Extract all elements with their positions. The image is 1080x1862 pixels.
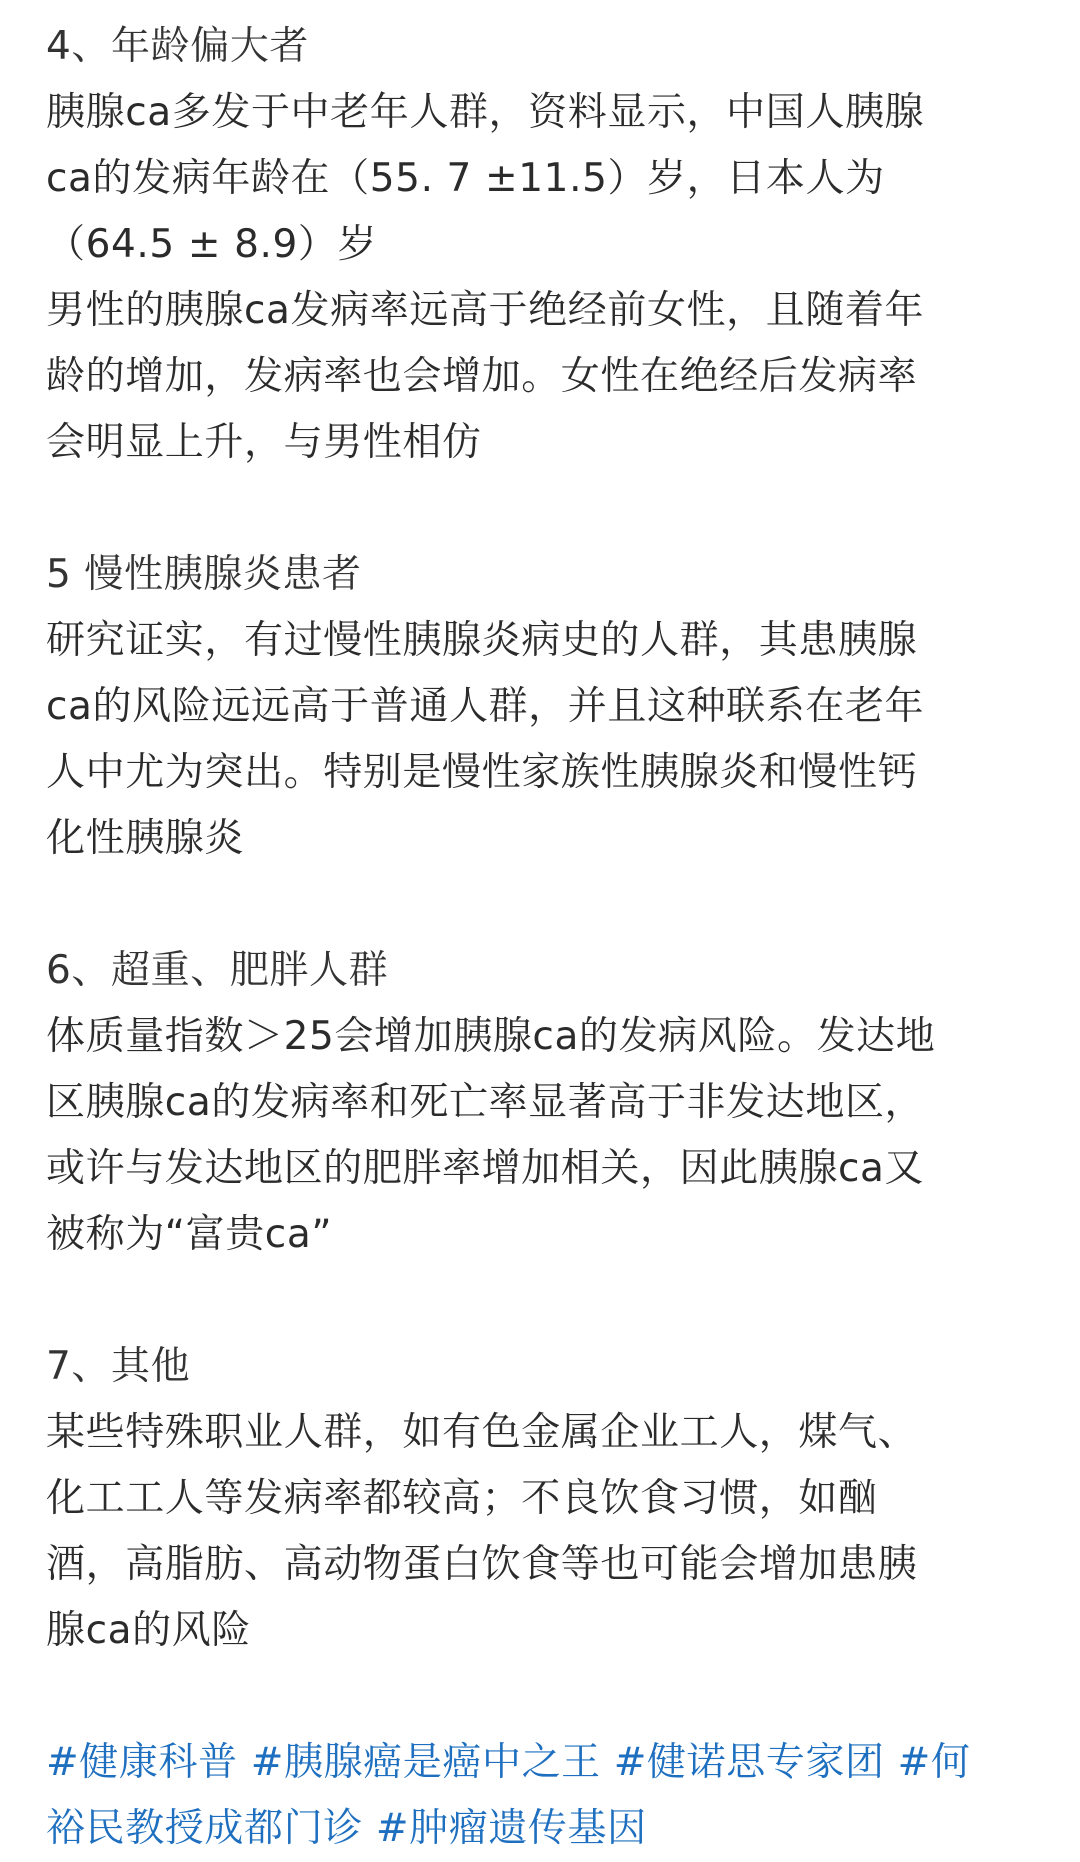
paragraph-line: 或许与发达地区的肥胖率增加相关，因此胰腺ca又 — [46, 1146, 925, 1191]
paragraph-line: 胰腺ca多发于中老年人群，资料显示，中国人胰腺 — [46, 90, 925, 135]
section-heading: 4、年龄偏大者 — [46, 24, 310, 69]
paragraph-line: 研究证实，有过慢性胰腺炎病史的人群，其患胰腺 — [46, 618, 918, 663]
hashtag-row — [46, 1796, 1044, 1862]
paragraph-line: （64.5 ± 8.9）岁 — [46, 222, 378, 267]
section-other — [46, 1334, 1044, 1664]
paragraph-line: 酒，高脂肪、高动物蛋白饮食等也可能会增加患胰 — [46, 1542, 918, 1587]
paragraph-line: 体质量指数＞25会增加胰腺ca的发病风险。发达地 — [46, 1014, 936, 1059]
hashtag-list — [46, 1730, 1044, 1862]
hashtag-link[interactable]: 裕民教授成都门诊 — [46, 1806, 363, 1851]
hashtag-link[interactable]: #何 — [897, 1740, 971, 1785]
section-chronic-pancreatitis — [46, 542, 1044, 872]
blank-line — [46, 476, 1044, 542]
paragraph-line: 龄的增加，发病率也会增加。女性在绝经后发病率 — [46, 354, 918, 399]
paragraph-line: 男性的胰腺ca发病率远高于绝经前女性，且随着年 — [46, 288, 925, 333]
paragraph-line: 化性胰腺炎 — [46, 816, 245, 861]
paragraph-line: 化工工人等发病率都较高；不良饮食习惯，如酗 — [46, 1476, 878, 1521]
paragraph-line: ca的发病年龄在（55. 7 ±11.5）岁，日本人为 — [46, 156, 885, 201]
section-heading: 7、其他 — [46, 1344, 191, 1389]
paragraph-line: 腺ca的风险 — [46, 1608, 251, 1653]
blank-line — [46, 1268, 1044, 1334]
blank-line — [46, 1664, 1044, 1730]
section-heading: 5 慢性胰腺炎患者 — [46, 552, 362, 597]
hashtag-link[interactable]: #健康科普 — [46, 1740, 238, 1785]
paragraph-line: 会明显上升，与男性相仿 — [46, 420, 482, 465]
section-obesity — [46, 938, 1044, 1268]
hashtag-link[interactable]: #胰腺癌是癌中之王 — [250, 1740, 601, 1785]
paragraph-line: 被称为“富贵ca” — [46, 1212, 333, 1257]
section-heading: 6、超重、肥胖人群 — [46, 948, 389, 993]
paragraph-line: 某些特殊职业人群，如有色金属企业工人，煤气、 — [46, 1410, 918, 1455]
paragraph-line: 人中尤为突出。特别是慢性家族性胰腺炎和慢性钙 — [46, 750, 918, 795]
blank-line — [46, 872, 1044, 938]
paragraph-line: 区胰腺ca的发病率和死亡率显著高于非发达地区， — [46, 1080, 925, 1125]
hashtag-link[interactable]: #健诺思专家团 — [613, 1740, 885, 1785]
section-age — [46, 14, 1044, 476]
paragraph-line: ca的风险远远高于普通人群，并且这种联系在老年 — [46, 684, 925, 729]
hashtag-row — [46, 1730, 1044, 1796]
hashtag-link[interactable]: #肿瘤遗传基因 — [375, 1806, 647, 1851]
